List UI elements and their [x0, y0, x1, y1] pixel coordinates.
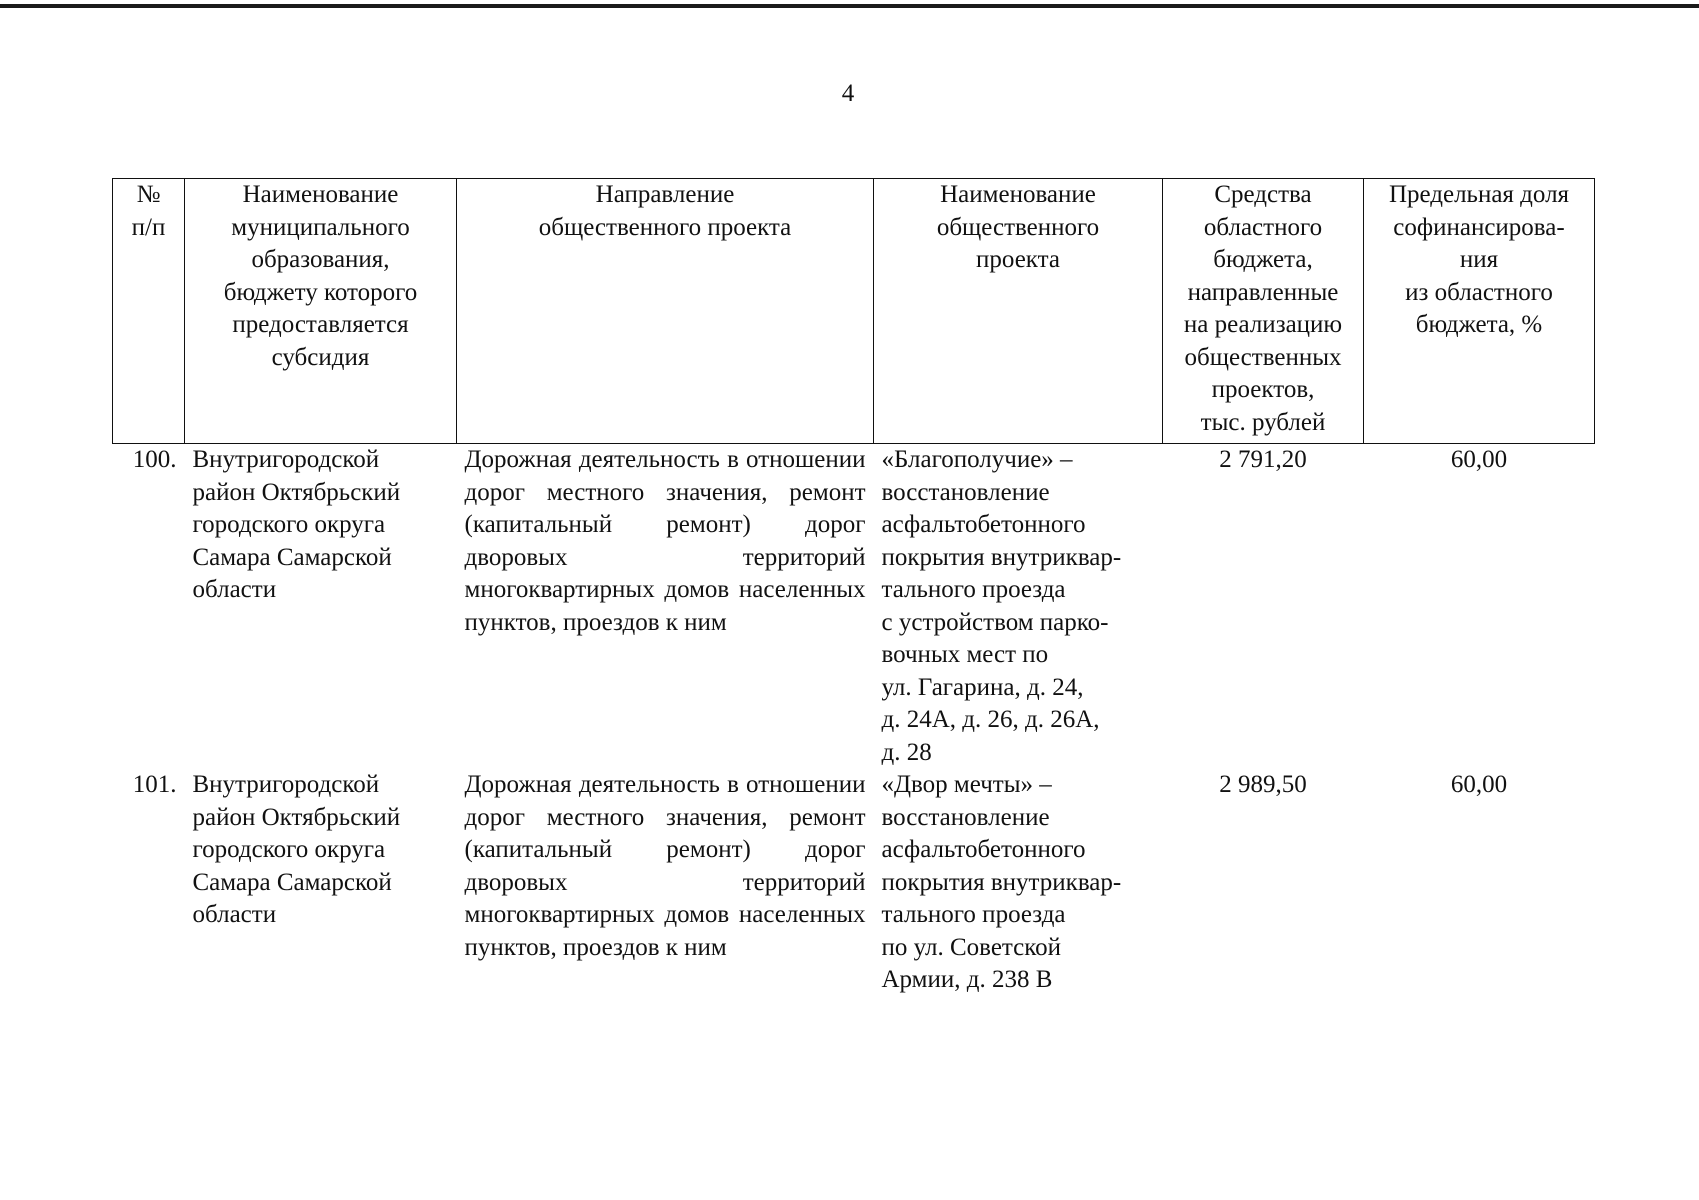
row-number: 101. [132, 771, 177, 798]
row-cofinancing-share: 60,00 [1450, 446, 1508, 473]
row-regional-budget-funds: 2 989,50 [1219, 771, 1307, 798]
row-project-direction: Дорожная деятельность в отношении дорог местного значения, ремонт (капитальный ремонт) дорог дворовых территорий многоквартирных домов населенных пунктов, проездов к ним [464, 446, 866, 636]
header-project-name: Наименование общественного проекта [874, 179, 1163, 444]
header-project-direction: Направление общественного проекта [457, 179, 874, 444]
row-regional-budget-funds: 2 791,20 [1219, 446, 1307, 473]
row-number: 100. [132, 446, 177, 473]
row-project-name: «Благополучие» – восстановление асфальтобетонного покрытия внутриквар- тального проезда с устройством парко- вочных мест по ул. Гагарина, д. 24, д. 24А, д. 26, д. 26А, д. 28 [881, 446, 1122, 766]
page-number: 4 [841, 80, 855, 107]
header-regional-budget-funds: Средства областного бюджета, направленные на реализацию общественных проектов, тыс. рублей [1163, 179, 1364, 444]
header-number: № п/п [113, 179, 185, 444]
header-cofinancing-share: Предельная доля софинансирова- ния из областного бюджета, % [1364, 179, 1595, 444]
table-header-row [113, 179, 1595, 444]
header-municipality: Наименование муниципального образования, бюджету которого предоставляется субсидия [185, 179, 457, 444]
table-row [113, 769, 1595, 1009]
table-row [113, 444, 1595, 770]
subsidy-table [112, 178, 1595, 1009]
row-municipality: Внутригородской район Октябрьский городского округа Самара Самарской области [192, 446, 401, 603]
row-project-name: «Двор мечты» – восстановление асфальтобетонного покрытия внутриквар- тального проезда по ул. Советской Армии, д. 238 В [881, 771, 1122, 993]
top-border-line [0, 4, 1699, 8]
row-cofinancing-share: 60,00 [1450, 771, 1508, 798]
row-municipality: Внутригородской район Октябрьский городского округа Самара Самарской области [192, 771, 401, 928]
row-project-direction: Дорожная деятельность в отношении дорог местного значения, ремонт (капитальный ремонт) дорог дворовых территорий многоквартирных домов населенных пунктов, проездов к ним [464, 771, 866, 961]
